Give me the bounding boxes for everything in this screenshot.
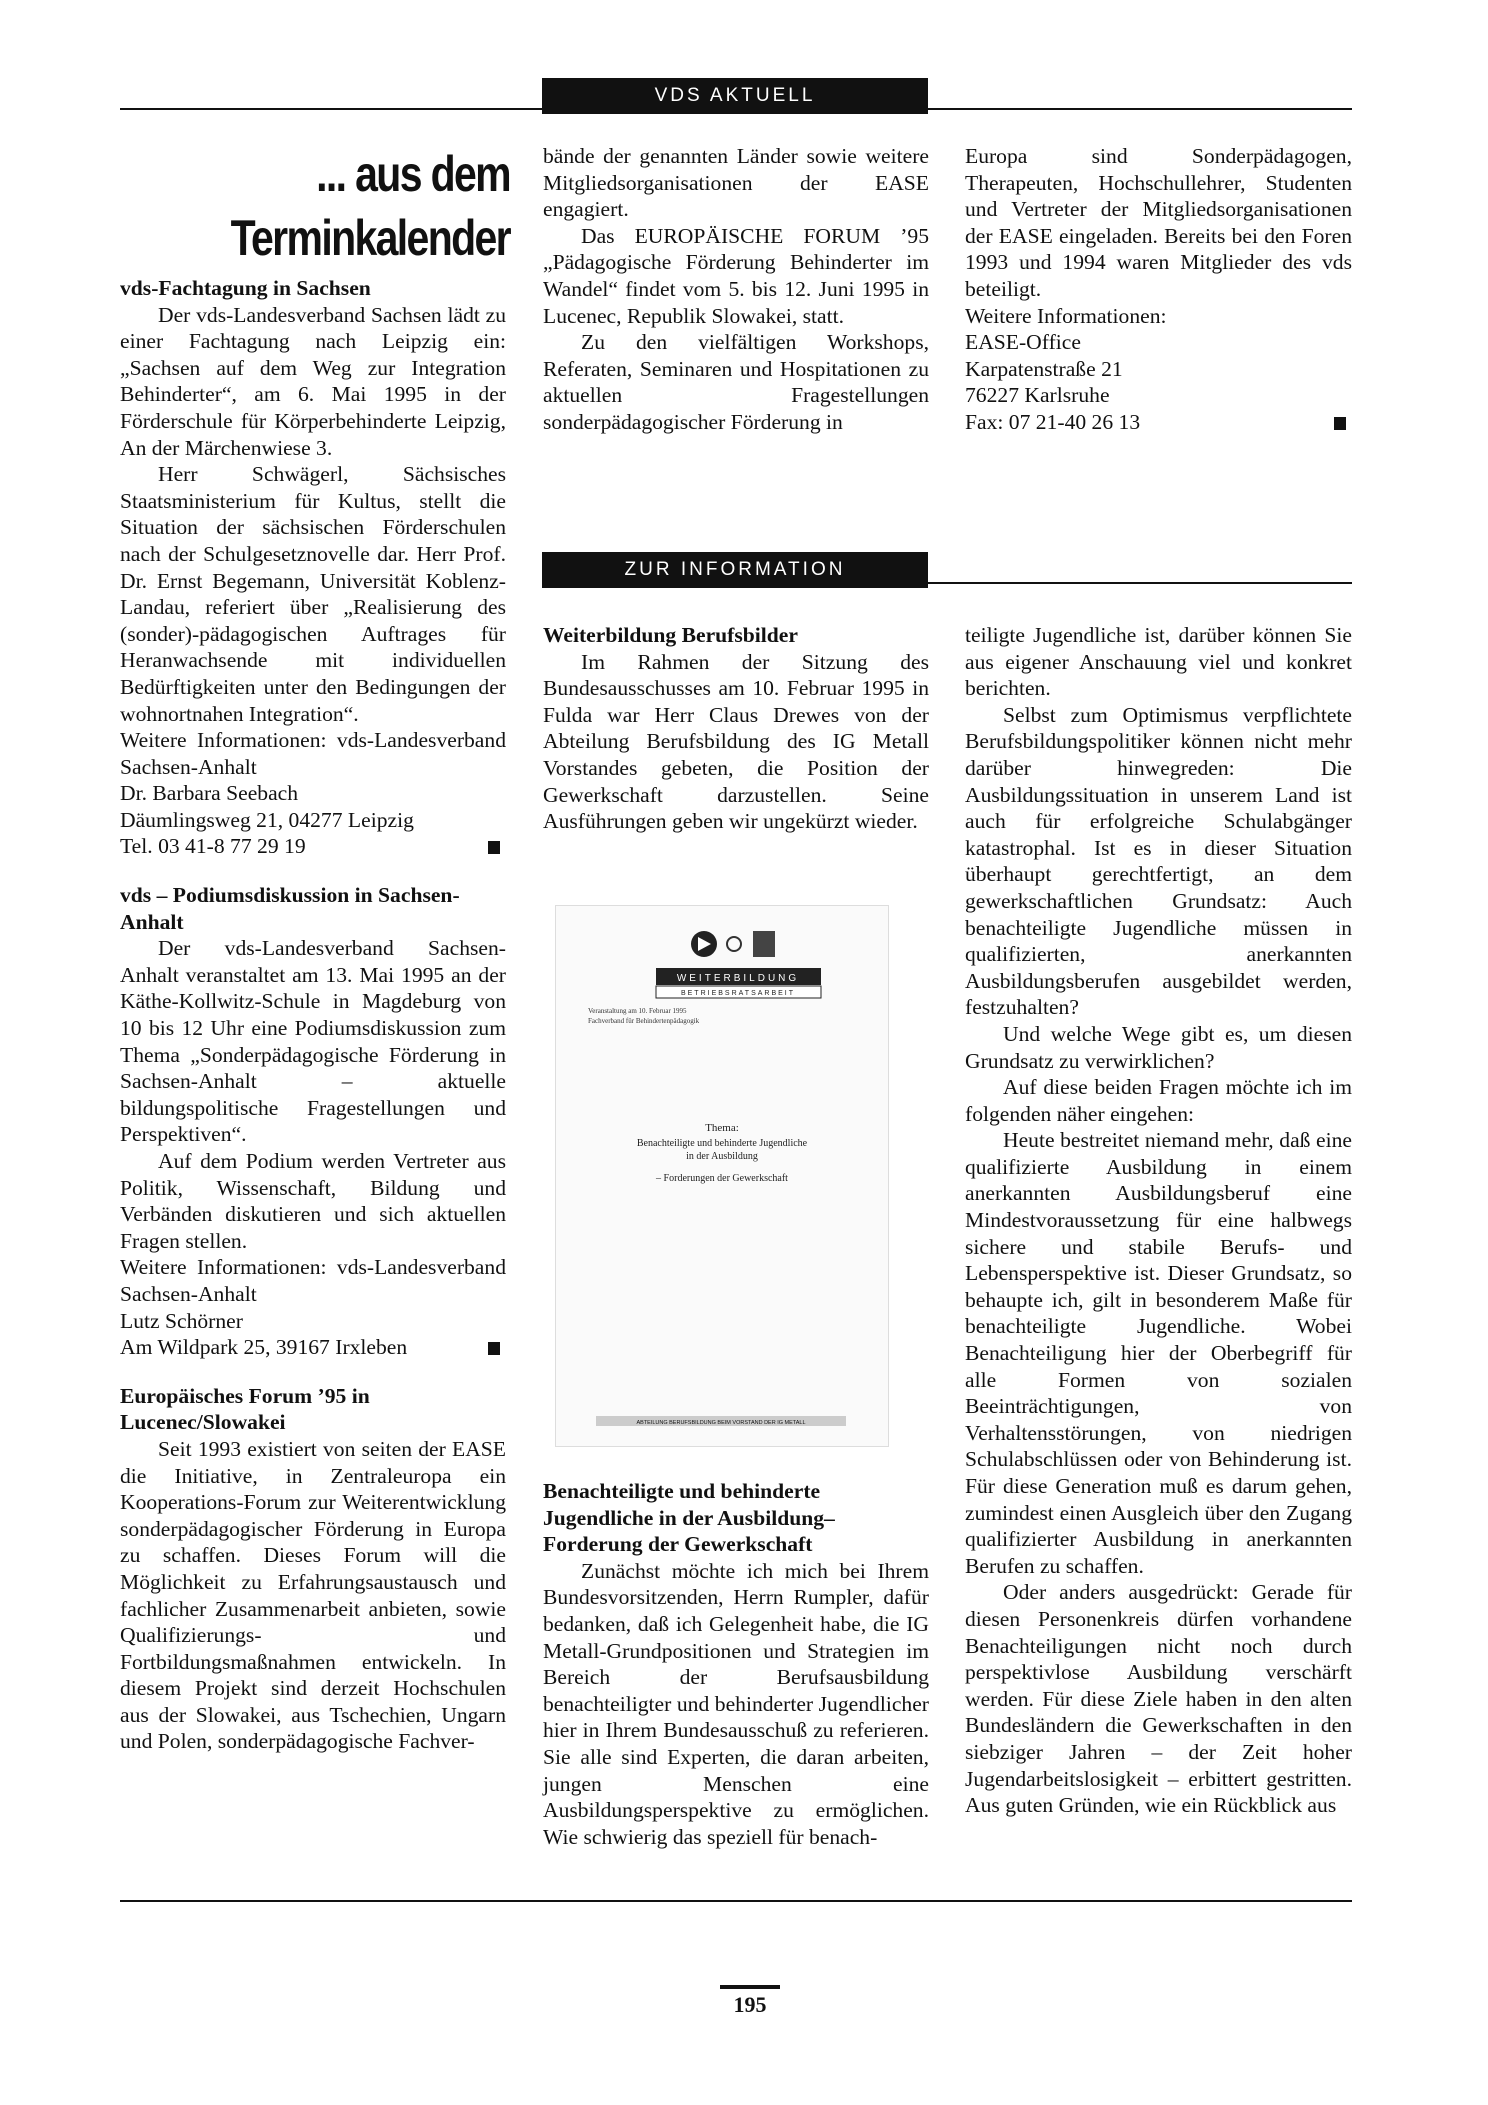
paragraph: bände der genannten Länder sowie weitere Mitgliedsorganisationen der EASE engagiert.	[543, 144, 929, 222]
info-line: Weitere Informationen:	[965, 303, 1167, 328]
top-rule	[120, 108, 1352, 110]
paragraph: Seit 1993 existiert von seiten der EASE die Initiative, in Zentraleuropa ein Kooperations-Forum zur Weiterentwicklung sonderpädagogischer Förderung in Europa zu schaffen. Dieses Forum will die Möglichkeit zu Erfahrungsaustausch und fachlicher Zusammenarbeit anbieten, sowie Qualifizierungs- und Fortbildungsmaßnahmen entwickeln. In diesem Projekt sind derzeit Hochschulen aus der Slowakei, aus Tschechien, Ungarn und Polen, sonderpädagogische Fachver-	[120, 1436, 506, 1754]
contact-city: 76227 Karlsruhe	[965, 383, 1110, 408]
end-mark-icon	[488, 1342, 500, 1355]
phone-text: Tel. 03 41-8 77 29 19	[120, 834, 306, 859]
info-rule	[542, 582, 1352, 584]
page-number-mark	[720, 1985, 780, 1989]
paragraph: Oder anders ausgedrückt: Gerade für diesen Personenkreis dürfen vorhandene Benachteiligungen nicht noch durch perspektivlose Ausbildung verschärft werden. Für diese Ziele haben in den alten Bundesländern die Gewerkschaften in den siebziger Jahren – der Zeit hoher Jugendarbeitslosigkeit – erbittert gestritten. Aus guten Gründen, wie ein Rückblick aus	[965, 1580, 1352, 1818]
brochure-thema-1: Benachteiligte und behinderte Jugendliche	[636, 1138, 808, 1149]
page-number: 195	[733, 1992, 767, 2017]
article-title: vds-Fachtagung in Sachsen	[120, 276, 371, 300]
paragraph: Zu den vielfältigen Workshops, Referaten, Seminaren und Hospitationen zu aktuellen Fragestellungen sonderpädagogischer Förderung in	[543, 330, 929, 434]
bulb-icon	[727, 937, 741, 951]
end-mark-icon	[488, 841, 500, 854]
paragraph: Das EUROPÄISCHE FORUM ’95 „Pädagogische Förderung Behinderter im Wandel“ findet vom 5. bis 12. Juni 1995 in Lucenec, Republik Slowakei, statt.	[543, 223, 929, 328]
address-text: Am Wildpark 25, 39167 Irxleben	[120, 1335, 408, 1360]
contact-phone	[120, 833, 506, 860]
column-2-bottom-a	[543, 622, 929, 835]
contact-fax	[965, 409, 1352, 436]
brochure-thema-label: Thema:	[705, 1122, 739, 1134]
brochure-meta-1: Veranstaltung am 10. Februar 1995	[588, 1007, 687, 1015]
info-line: Weitere Informationen: vds-Landesverband Sachsen-Anhalt	[120, 1255, 506, 1306]
article-title: vds – Podiumsdiskussion in Sachsen-Anhalt	[120, 883, 460, 934]
contact-name: Dr. Barbara Seebach	[120, 781, 299, 806]
ig-metall-logo-icon	[753, 931, 775, 957]
brochure-footer-text: ABTEILUNG BERUFSBILDUNG BEIM VORSTAND DER IG METALL	[636, 1420, 806, 1426]
column-2-bottom-b	[543, 1478, 929, 1850]
column-3-bottom	[965, 622, 1352, 1819]
brochure-band-1-text: WEITERBILDUNG	[676, 973, 800, 984]
headline-line-2: Terminkalender	[230, 210, 510, 266]
bottom-rule	[120, 1900, 1352, 1902]
contact-street: Karpatenstraße 21	[965, 356, 1123, 381]
end-mark-icon	[1334, 417, 1346, 430]
info-line: Weitere Informationen: vds-Landesverband Sachsen-Anhalt	[120, 728, 506, 779]
paragraph: Auf diese beiden Fragen möchte ich im folgenden näher eingehen:	[965, 1075, 1352, 1126]
paragraph: Im Rahmen der Sitzung des Bundesausschusses am 10. Februar 1995 in Fulda war Herr Claus Drewes von der Abteilung Berufsbildung des IG Metall Vorstandes gebeten, die Position der Gewerkschaft darzustellen. Seine Ausführungen geben wir ungekürzt wieder.	[543, 649, 929, 834]
brochure-band-2-text: BETRIEBSRATSARBEIT	[680, 990, 796, 997]
fax-text: Fax: 07 21-40 26 13	[965, 409, 1141, 434]
paragraph: teiligte Jugendliche ist, darüber können Sie aus eigener Anschauung viel und konkret berichten.	[965, 623, 1352, 701]
contact-address	[120, 1334, 506, 1361]
brochure-meta-2: Fachverband für Behindertenpädagogik	[588, 1017, 700, 1025]
column-1	[120, 275, 506, 1755]
info-section-label: ZUR INFORMATION	[542, 552, 928, 588]
paragraph: Und welche Wege gibt es, um diesen Grundsatz zu verwirklichen?	[965, 1021, 1352, 1073]
article-title: Benachteiligte und behinderte Jugendliche in der Ausbildung– Forderung der Gewerkschaft	[543, 1479, 835, 1557]
paragraph: Zunächst möchte ich mich bei Ihrem Bundesvorsitzenden, Herrn Rumpler, dafür bedanken, daß ich Gelegenheit habe, die IG Metall-Grundpositionen und Strategien im Bereich der Berufsausbildung benachteiligter und behinderter Jugendlicher hier in Ihrem Bundesausschuß zu referieren. Sie alle sind Experten, die daran arbeiten, jungen Menschen eine Ausbildungsperspektive zu ermöglichen. Wie schwierig das speziell für benach-	[543, 1558, 929, 1849]
article-title: Europäisches Forum ’95 in Lucenec/Slowakei	[120, 1383, 370, 1435]
headline	[120, 142, 510, 270]
contact-name: Lutz Schörner	[120, 1308, 243, 1333]
headline-line-1: ... aus dem	[316, 146, 510, 202]
column-2-top	[543, 143, 929, 436]
brochure-cover-image	[555, 905, 889, 1447]
contact-org: EASE-Office	[965, 330, 1081, 355]
paragraph: Herr Schwägerl, Sächsisches Staatsministerium für Kultus, stellt die Situation der sächsischen Förderschulen nach der Schulgesetznovelle dar. Herr Prof. Dr. Ernst Begemann, Universität Koblenz-Landau, referiert über „Realisierung des (sonder)-pädagogischen Auftrages für Heranwachsende mit individuellen Bedürftigkeiten unter den Bedingungen der wohnortnahen Integration“.	[120, 462, 506, 726]
paragraph: Der vds-Landesverband Sachsen lädt zu einer Fachtagung nach Leipzig ein: „Sachsen auf dem Weg zur Integration Behinderter“, am 6. Mai 1995 in der Förderschule für Körperbehinderte Leipzig, An der Märchenwiese 3.	[120, 302, 506, 460]
section-label: VDS AKTUELL	[542, 78, 928, 114]
paragraph: Selbst zum Optimismus verpflichtete Berufsbildungspolitiker können nicht mehr darüber hinwegreden: Die Ausbildungssituation in unserem Land ist auch für erfolgreiche Schulabgänger katastrophal. Ist es in dieser Situation überhaupt gerechtfertigt, an dem gewerkschaftlichen Grundsatz: Auch benachteiligte Jugendliche müssen in qualifizierten, anerkannten Ausbildungsberufen ausgebildet werden, festzuhalten?	[965, 702, 1352, 1020]
brochure-thema-2: in der Ausbildung	[686, 1151, 758, 1162]
paragraph: Heute bestreitet niemand mehr, daß eine qualifizierte Ausbildung in einem anerkannten Ausbildungsberuf eine Mindestvoraussetzung für eine halbwegs sichere und stabile Berufs- und Lebensperspektive ist. Dieser Grundsatz, so behaupte ich, gilt in besonderem Maße für benachteiligte Jugendliche. Wobei Benachteiligung hier der Oberbegriff für alle Formen von sozialen Beeinträchtigungen, von Verhaltensstörungen, von niedrigen Schulabschlüssen oder von Behinderung ist. Für diese Generation muß es darum gehen, zumindest einen Ausgleich über den Zugang qualifizierter Ausbildung in anerkannten Berufen zu schaffen.	[965, 1128, 1352, 1578]
column-3-top	[965, 143, 1352, 436]
contact-address: Däumlingsweg 21, 04277 Leipzig	[120, 807, 414, 832]
brochure-svg	[556, 906, 888, 1446]
paragraph: Auf dem Podium werden Vertreter aus Politik, Wissenschaft, Bildung und Verbänden diskutieren und sich aktuellen Fragen stellen.	[120, 1149, 506, 1253]
article-title: Weiterbildung Berufsbilder	[543, 623, 798, 647]
brochure-thema-3: – Forderungen der Gewerkschaft	[656, 1173, 788, 1184]
paragraph: Der vds-Landesverband Sachsen-Anhalt veranstaltet am 13. Mai 1995 an der Käthe-Kollwitz-Schule in Magdeburg von 10 bis 12 Uhr eine Podiumsdiskussion zum Thema „Sonderpädagogische Förderung in Sachsen-Anhalt – aktuelle bildungspolitische Fragestellungen und Perspektiven“.	[120, 936, 506, 1147]
paragraph: Europa sind Sonderpädagogen, Therapeuten, Hochschullehrer, Studenten und Vertreter der Mitgliedsorganisationen der EASE eingeladen. Bereits bei den Foren 1993 und 1994 waren Mitglieder des vds beteiligt.	[965, 144, 1352, 301]
